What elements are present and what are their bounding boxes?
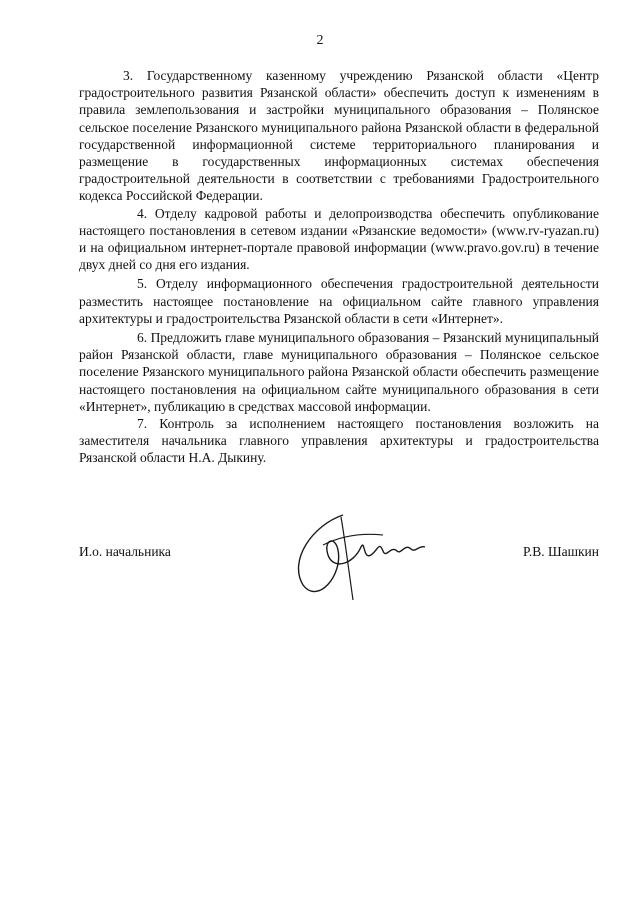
page-number: 2 xyxy=(316,33,324,48)
paragraph-5: 5. Отделу информационного обеспечения градостроительной деятельности разместить настоящее постановление на официальном сайте главного управления архитектуры и градостроительства Рязанской области в сети «Интернет». xyxy=(79,276,599,326)
paragraph-3: 3. Государственному казенному учреждению Рязанской области «Центр градостроительного развития Рязанской области» обеспечить доступ к изменениям в правила землепользования и застройки муниципального образования – Полянское сельское поселение Рязанского муниципального района Рязанской области в федеральной государственной информационной системе территориального планирования и размещение в государственных информационных системах обеспечения градостроительной деятельности в соответствии с требованиями Градостроительного кодекса Российской Федерации. xyxy=(79,68,599,204)
paragraph-6: 6. Предложить главе муниципального образования – Рязанский муниципальный район Рязанской области, главе муниципального образования – Полянское сельское поселение Рязанского муниципального района Рязанской области обеспечить размещение настоящего постановления на официальном сайте муниципального образования в сети «Интернет», публикацию в средствах массовой информации. xyxy=(79,330,599,414)
document-body xyxy=(79,67,599,467)
signatory-position: И.о. начальника xyxy=(79,544,171,559)
handwritten-signature xyxy=(283,505,443,605)
signatory-name: Р.В. Шашкин xyxy=(523,544,599,559)
paragraph-4: 4. Отделу кадровой работы и делопроизводства обеспечить опубликование настоящего постановления в сетевом издании «Рязанские ведомости» (www.rv-ryazan.ru) и на официальном интернет-портале правовой информации (www.pravo.gov.ru) в течение двух дней со дня его издания. xyxy=(79,205,599,273)
paragraph-7: 7. Контроль за исполнением настоящего постановления возложить на заместителя начальника главного управления архитектуры и градостроительства Рязанской области Н.А. Дыкину. xyxy=(79,416,599,466)
